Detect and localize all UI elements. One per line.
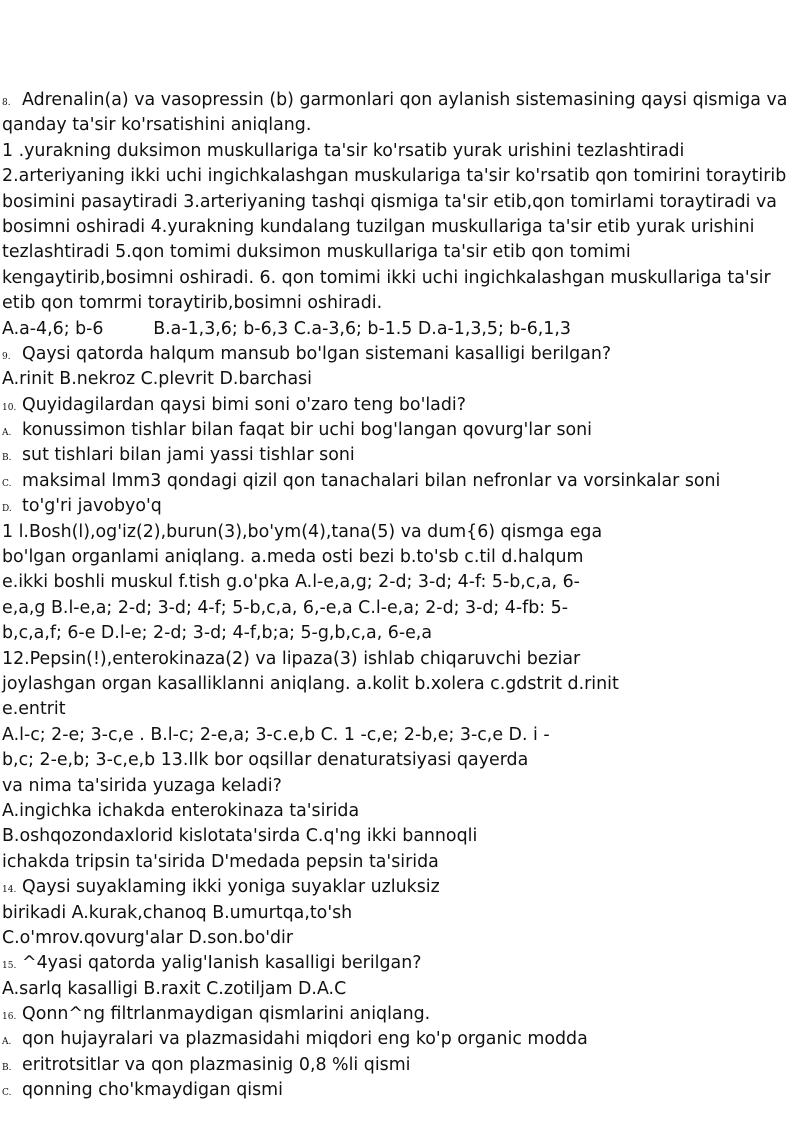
- text-line: [0, 596, 800, 621]
- text-line: [0, 190, 800, 215]
- text-line: [0, 88, 800, 113]
- line-text: sut tishlari bilan jami yassi tishlar soni: [22, 445, 355, 466]
- text-line: [0, 494, 800, 519]
- text-line: [0, 418, 800, 443]
- line-text: qonning cho'kmaydigan qismi: [22, 1080, 283, 1101]
- line-text: Qaysi qatorda halqum mansub bo'lgan sistemani kasalligi berilgan?: [22, 343, 612, 364]
- line-text: va nima ta'sirida yuzaga keladi?: [2, 775, 282, 796]
- line-text: e.entrit: [2, 699, 66, 720]
- text-line: [0, 443, 800, 468]
- text-line: [0, 977, 800, 1002]
- line-text: etib qon tomrmi toraytirib,bosimni oshiradi.: [2, 293, 383, 314]
- text-line: [0, 799, 800, 824]
- list-marker: A.: [2, 428, 12, 439]
- line-text: bo'lgan organlami aniqlang. a.meda osti bezi b.to'sb c.til d.halqum: [2, 547, 584, 568]
- line-text: B.oshqozondaxlorid kislotata'sirda C.q'ng ikki bannoqli: [2, 826, 478, 847]
- text-line: [0, 926, 800, 951]
- text-line: [0, 545, 800, 570]
- line-text: 2.arteriyaning ikki uchi ingichkalashgan muskulariga ta'sir ko'rsatib qon tomirini toraytirib: [2, 166, 787, 187]
- text-line: [0, 875, 800, 900]
- list-marker: B.: [2, 453, 12, 464]
- text-line: [0, 164, 800, 189]
- text-line: [0, 139, 800, 164]
- text-line: [0, 317, 800, 342]
- line-text: Qonn^ng filtrlanmaydigan qismlarini aniqlang.: [22, 1004, 431, 1025]
- line-text: A.a-4,6; b-6 B.a-1,3,6; b-6,3 C.a-3,6; b-1.5 D.a-1,3,5; b-6,1,3: [2, 318, 571, 339]
- line-text: kengaytirib,bosimni oshiradi. 6. qon tomimi ikki uchi ingichkalashgan muskullariga ta'sir: [2, 267, 771, 288]
- text-line: [0, 951, 800, 976]
- line-text: A.ingichka ichakda enterokinaza ta'sirida: [2, 800, 360, 821]
- list-marker: 8.: [2, 98, 11, 108]
- line-text: 1 l.Bosh(l),og'iz(2),burun(3),bo'ym(4),tana(5) va dum{6) qismga ega: [2, 521, 603, 542]
- list-marker: B.: [2, 1062, 12, 1073]
- line-text: birikadi A.kurak,chanoq B.umurtqa,to'sh: [2, 902, 353, 923]
- text-line: [0, 520, 800, 545]
- text-line: [0, 342, 800, 367]
- line-text: A.sarlq kasalligi B.raxit C.zotiljam D.A.C: [2, 978, 347, 999]
- line-text: eritrotsitlar va qon plazmasinig 0,8 %li qismi: [22, 1054, 411, 1075]
- text-line: [0, 367, 800, 392]
- line-text: e.ikki boshli muskul f.tish g.o'pka A.l-e,a,g; 2-d; 3-d; 4-f: 5-b,c,a, 6-: [2, 572, 580, 593]
- line-text: Adrenalin(a) va vasopressin (b) garmonlari qon aylanish sistemasining qaysi qismiga va: [22, 90, 788, 110]
- line-text: Quyidagilardan qaysi bimi soni o'zaro teng bo'ladi?: [22, 394, 466, 415]
- text-line: [0, 901, 800, 926]
- text-line: [0, 570, 800, 595]
- list-marker: 10.: [2, 402, 17, 413]
- text-line: [0, 266, 800, 291]
- text-line: [0, 748, 800, 773]
- list-marker: 14.: [2, 885, 17, 896]
- text-line: [0, 850, 800, 875]
- text-line: [0, 824, 800, 849]
- line-text: Qaysi suyaklaming ikki yoniga suyaklar uzluksiz: [22, 877, 440, 898]
- list-marker: A.: [2, 1037, 12, 1048]
- list-marker: D.: [2, 504, 12, 515]
- text-line: [0, 393, 800, 418]
- line-text: b,c; 2-e,b; 3-c,e,b 13.Ilk bor oqsillar denaturatsiyasi qayerda: [2, 750, 529, 771]
- line-text: A.rinit B.nekroz C.plevrit D.barchasi: [2, 369, 312, 390]
- document-page: [0, 88, 800, 1104]
- line-text: 1 .yurakning duksimon muskullariga ta'sir ko'rsatib yurak urishini tezlashtiradi: [2, 140, 685, 161]
- text-line: [0, 113, 800, 138]
- line-text: b,c,a,f; 6-e D.l-e; 2-d; 3-d; 4-f,b;a; 5-g,b,c,a, 6-e,a: [2, 623, 432, 644]
- text-line: [0, 723, 800, 748]
- line-text: qon hujayralari va plazmasidahi miqdori eng ko'p organic modda: [22, 1029, 588, 1050]
- line-text: konussimon tishlar bilan faqat bir uchi bog'langan qovurg'lar soni: [22, 420, 592, 441]
- line-text: bosimni oshiradi 4.yurakning kundalang tuzilgan muskullariga ta'sir etib yurak urishini: [2, 216, 755, 237]
- text-line: [0, 1078, 800, 1103]
- line-text: C.o'mrov.qovurg'alar D.son.bo'dir: [2, 927, 294, 948]
- text-line: [0, 215, 800, 240]
- line-text: e,a,g B.l-e,a; 2-d; 3-d; 4-f; 5-b,c,a, 6,-e,a C.l-e,a; 2-d; 3-d; 4-fb: 5-: [2, 597, 568, 618]
- line-text: 12.Pepsin(!),enterokinaza(2) va lipaza(3) ishlab chiqaruvchi beziar: [2, 648, 581, 669]
- list-marker: 9.: [2, 351, 11, 362]
- line-text: bosimini pasaytiradi 3.arteriyaning tashqi qismiga ta'sir etib,qon tomirlami toraytiradi va: [2, 191, 777, 212]
- text-line: [0, 469, 800, 494]
- line-text: tezlashtiradi 5.qon tomimi duksimon muskullariga ta'sir etib qon tomimi: [2, 242, 631, 263]
- list-marker: C.: [2, 478, 12, 489]
- text-line: [0, 240, 800, 265]
- text-line: [0, 697, 800, 722]
- list-marker: C.: [2, 1088, 12, 1099]
- line-text: maksimal lmm3 qondagi qizil qon tanachalari bilan nefronlar va vorsinkalar soni: [22, 470, 721, 491]
- text-line: [0, 1053, 800, 1078]
- line-text: ^4yasi qatorda yalig'Ianish kasalligi berilgan?: [22, 953, 422, 974]
- line-text: A.l-c; 2-e; 3-c,e . B.l-c; 2-e,a; 3-c.e,b C. 1 -c,e; 2-b,e; 3-c,e D. i -: [2, 724, 550, 745]
- text-line: [0, 1002, 800, 1027]
- text-line: [0, 647, 800, 672]
- line-text: joylashgan organ kasalliklanni aniqlang. a.kolit b.xolera c.gdstrit d.rinit: [2, 673, 619, 694]
- text-line: [0, 621, 800, 646]
- text-line: [0, 1027, 800, 1052]
- line-text: ichakda tripsin ta'sirida D'medada pepsin ta'sirida: [2, 851, 439, 872]
- text-line: [0, 291, 800, 316]
- text-line: [0, 672, 800, 697]
- line-text: qanday ta'sir ko'rsatishini aniqlang.: [2, 115, 312, 136]
- line-text: to'g'ri javobyo'q: [22, 496, 162, 517]
- text-line: [0, 774, 800, 799]
- list-marker: 16.: [2, 1012, 17, 1023]
- list-marker: 15.: [2, 961, 17, 972]
